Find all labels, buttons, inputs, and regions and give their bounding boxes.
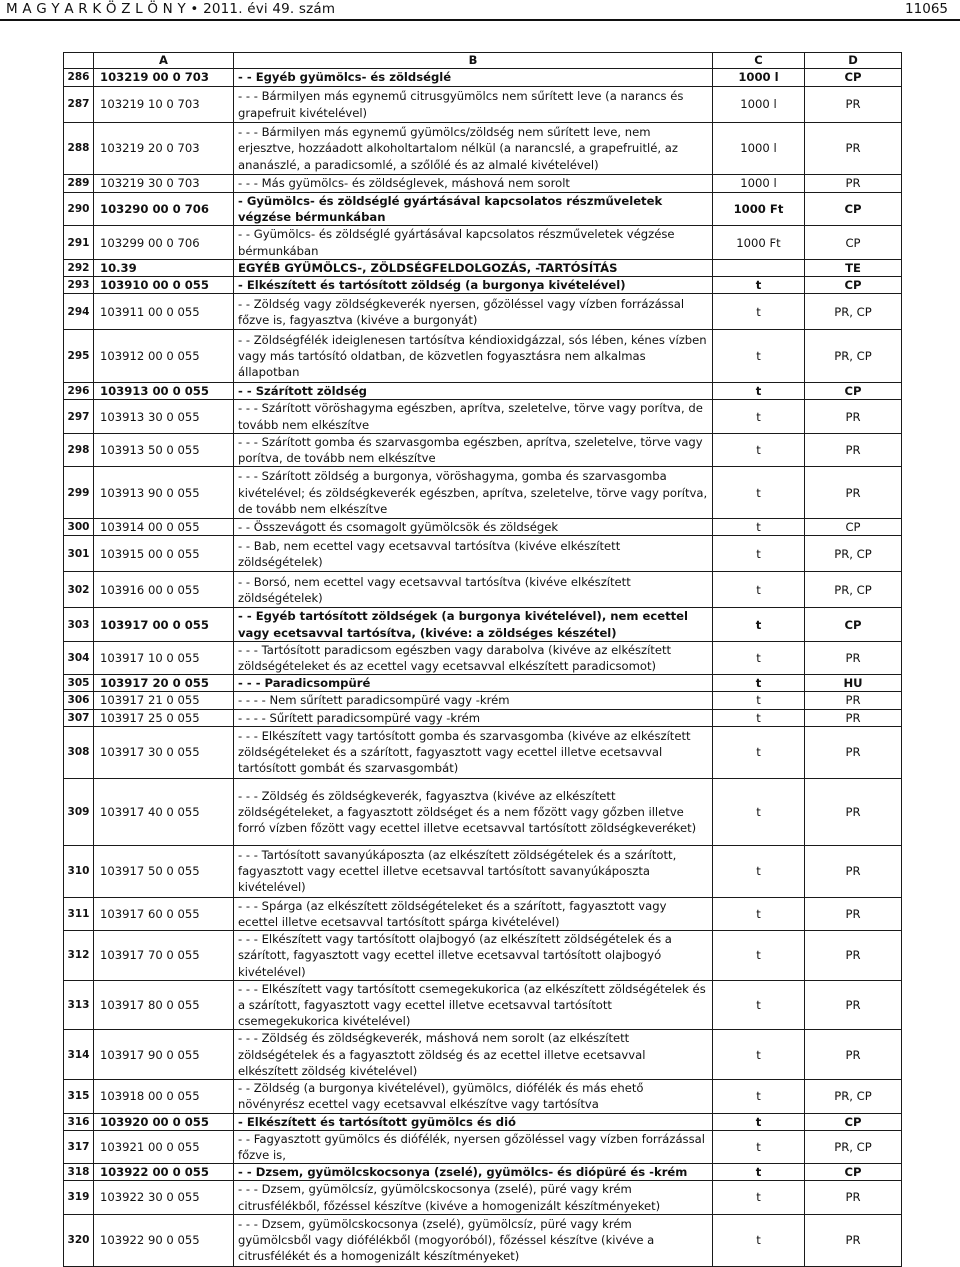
column-header-num	[64, 53, 94, 69]
row-number: 310	[64, 845, 94, 897]
table-row	[64, 259, 902, 276]
unit: t	[713, 778, 805, 845]
product-description: - - Borsó, nem ecettel vagy ecetsavval tartósítva (kivéve elkészített zöldségételek)	[234, 572, 713, 608]
product-code: 103917 80 0 055	[94, 980, 234, 1030]
unit: t	[713, 572, 805, 608]
row-number: 319	[64, 1181, 94, 1214]
product-code: 103917 10 0 055	[94, 641, 234, 674]
table-row	[64, 1030, 902, 1080]
table-row	[64, 1130, 902, 1163]
column-header-b: B	[234, 53, 713, 69]
product-code: 103917 90 0 055	[94, 1030, 234, 1080]
row-number: 313	[64, 980, 94, 1030]
product-code: 103914 00 0 055	[94, 519, 234, 536]
row-number: 318	[64, 1164, 94, 1181]
column-header-a: A	[94, 53, 234, 69]
row-number: 303	[64, 608, 94, 641]
row-number: 289	[64, 175, 94, 193]
product-code: 103917 40 0 055	[94, 778, 234, 845]
product-code: 103219 20 0 703	[94, 123, 234, 175]
product-code: 103917 21 0 055	[94, 692, 234, 709]
product-code: 103913 30 0 055	[94, 400, 234, 433]
row-number: 316	[64, 1113, 94, 1130]
unit: t	[713, 1181, 805, 1214]
product-code: 103917 60 0 055	[94, 897, 234, 930]
unit: t	[713, 1113, 805, 1130]
row-number: 294	[64, 294, 94, 330]
product-code: 10.39	[94, 259, 234, 276]
product-code: 103219 10 0 703	[94, 87, 234, 123]
header-rule	[0, 19, 960, 21]
gazette-title: M A G Y A R K Ö Z L Ö N Y • 2011. évi 49. szám	[6, 1, 336, 17]
row-number: 314	[64, 1030, 94, 1080]
table-row	[64, 175, 902, 193]
type-code: PR	[805, 980, 902, 1030]
product-description: - Elkészített és tartósított zöldség (a burgonya kivételével)	[234, 277, 713, 294]
type-code: PR, CP	[805, 294, 902, 330]
table-row	[64, 572, 902, 608]
type-code: PR	[805, 87, 902, 123]
unit	[713, 259, 805, 276]
unit: t	[713, 1214, 805, 1266]
product-code: 103917 25 0 055	[94, 709, 234, 726]
table-row	[64, 226, 902, 259]
table-row	[64, 433, 902, 466]
type-code: PR	[805, 726, 902, 778]
type-code: PR	[805, 400, 902, 433]
row-number: 287	[64, 87, 94, 123]
table-row	[64, 641, 902, 674]
row-number: 317	[64, 1130, 94, 1163]
table-row	[64, 123, 902, 175]
product-description: - - - Dzsem, gyümölcsíz, gyümölcskocsonya (zselé), püré vagy krém citrusfélékből, főzéssel készítve (kivéve a homogenizált készítményeket)	[234, 1181, 713, 1214]
unit: t	[713, 433, 805, 466]
table-row	[64, 931, 902, 981]
type-code: CP	[805, 1164, 902, 1181]
page-header	[0, 0, 960, 20]
row-number: 295	[64, 330, 94, 383]
type-code: PR	[805, 433, 902, 466]
product-code: 103219 30 0 703	[94, 175, 234, 193]
type-code: PR	[805, 692, 902, 709]
unit: t	[713, 1030, 805, 1080]
table-row	[64, 294, 902, 330]
table-row	[64, 69, 902, 87]
table-row	[64, 467, 902, 519]
product-code: 103918 00 0 055	[94, 1080, 234, 1113]
product-description: - - - Zöldség és zöldségkeverék, fagyasztva (kivéve az elkészített zöldségételeket, a fagyasztott zöldséget és a nem főzött vagy gőzben illetve forró vízben főzött vagy ecettel illetve ecetsavval tartósított zöldségkeveréket)	[234, 778, 713, 845]
row-number: 300	[64, 519, 94, 536]
row-number: 296	[64, 383, 94, 400]
row-number: 305	[64, 675, 94, 692]
product-description: - - Gyümölcs- és zöldséglé gyártásával kapcsolatos részműveletek végzése bérmunkában	[234, 226, 713, 259]
type-code: PR	[805, 1181, 902, 1214]
product-code: 103913 50 0 055	[94, 433, 234, 466]
product-description: - - - Dzsem, gyümölcskocsonya (zselé), gyümölcsíz, püré vagy krém gyümölcsből vagy diófélékből (mogyoróból), főzéssel készítve (kivéve a citrusfélékét és a homogenizált készítményeket)	[234, 1214, 713, 1266]
column-header-c: C	[713, 53, 805, 69]
product-code: 103913 00 0 055	[94, 383, 234, 400]
product-description: - - Zöldség (a burgonya kivételével), gyümölcs, diófélék és más ehető növényrész ecettel vagy ecetsavval elkészítve vagy tartósítva	[234, 1080, 713, 1113]
unit: t	[713, 608, 805, 641]
product-description: - - - Szárított zöldség a burgonya, vöröshagyma, gomba és szarvasgomba kivételével; és zöldségkeverék egészben, aprítva, szeletelve, törve vagy porítva, de tovább nem elkészítve	[234, 467, 713, 519]
product-description: - - - Elkészített vagy tartósított csemegekukorica (az elkészített zöldségételek és a szárított, fagyasztott vagy ecettel illetve ecetsavval tartósított csemegekukorica kivételével)	[234, 980, 713, 1030]
type-code: PR, CP	[805, 536, 902, 572]
type-code: PR	[805, 845, 902, 897]
table-row	[64, 1080, 902, 1113]
unit: t	[713, 277, 805, 294]
table-row	[64, 1214, 902, 1266]
row-number: 311	[64, 897, 94, 930]
product-description: - - - Más gyümölcs- és zöldséglevek, máshová nem sorolt	[234, 175, 713, 193]
product-code: 103921 00 0 055	[94, 1130, 234, 1163]
product-table	[63, 52, 902, 1267]
unit: t	[713, 675, 805, 692]
product-description: - - - - Sűrített paradicsompüré vagy -krém	[234, 709, 713, 726]
table-row	[64, 1181, 902, 1214]
unit: t	[713, 467, 805, 519]
product-description: - - - Elkészített vagy tartósított gomba és szarvasgomba (kivéve az elkészített zöldségételeket és a szárított, fagyasztott vagy ecettel illetve ecetsavval tartósított gombát és szarvasgombát)	[234, 726, 713, 778]
product-code: 103920 00 0 055	[94, 1113, 234, 1130]
table-row	[64, 692, 902, 709]
product-description: - - - Zöldség és zöldségkeverék, máshová nem sorolt (az elkészített zöldségételek és a fagyasztott zöldség és az ecettel illetve ecetsavval elkészített zöldség kivételével)	[234, 1030, 713, 1080]
product-description: - - - Spárga (az elkészített zöldségételeket és a szárított, fagyasztott vagy ecettel illetve ecetsavval tartósított spárga kivételével)	[234, 897, 713, 930]
type-code: CP	[805, 1113, 902, 1130]
unit: t	[713, 1130, 805, 1163]
product-description: - - - Elkészített vagy tartósított olajbogyó (az elkészített zöldségételek és a szárított, fagyasztott vagy ecettel illetve ecetsavval tartósított olajbogyó kivételével)	[234, 931, 713, 981]
unit: t	[713, 980, 805, 1030]
column-header-row	[64, 53, 902, 69]
unit: t	[713, 1164, 805, 1181]
unit: t	[713, 519, 805, 536]
product-code: 103917 30 0 055	[94, 726, 234, 778]
product-description: - Elkészített és tartósított gyümölcs és dió	[234, 1113, 713, 1130]
table-row	[64, 87, 902, 123]
table-row	[64, 709, 902, 726]
product-code: 103916 00 0 055	[94, 572, 234, 608]
unit: 1000 l	[713, 175, 805, 193]
page-number: 11065	[905, 1, 948, 17]
type-code: HU	[805, 675, 902, 692]
product-code: 103299 00 0 706	[94, 226, 234, 259]
table-row	[64, 897, 902, 930]
product-description: - - - Tartósított paradicsom egészben vagy darabolva (kivéve az elkészített zöldségételeket és az ecettel vagy ecetsavval elkészített paradicsomot)	[234, 641, 713, 674]
type-code: PR, CP	[805, 1080, 902, 1113]
row-number: 297	[64, 400, 94, 433]
product-description: - - - Paradicsompüré	[234, 675, 713, 692]
product-code: 103219 00 0 703	[94, 69, 234, 87]
type-code: PR	[805, 931, 902, 981]
product-code: 103917 20 0 055	[94, 675, 234, 692]
unit: t	[713, 536, 805, 572]
table-row	[64, 277, 902, 294]
table-row	[64, 519, 902, 536]
product-code: 103922 00 0 055	[94, 1164, 234, 1181]
type-code: PR	[805, 1030, 902, 1080]
type-code: PR	[805, 778, 902, 845]
product-description: - - - - Nem sűrített paradicsompüré vagy -krém	[234, 692, 713, 709]
table-row	[64, 536, 902, 572]
product-description: - Gyümölcs- és zöldséglé gyártásával kapcsolatos részműveletek végzése bérmunkában	[234, 193, 713, 226]
product-code: 103913 90 0 055	[94, 467, 234, 519]
table-row	[64, 193, 902, 226]
product-description: - - - Bármilyen más egynemű citrusgyümölcs nem sűrített leve (a narancs és grapefruit kivételével)	[234, 87, 713, 123]
product-code: 103911 00 0 055	[94, 294, 234, 330]
table-row	[64, 980, 902, 1030]
product-description: EGYÉB GYÜMÖLCS-, ZÖLDSÉGFELDOLGOZÁS, -TARTÓSÍTÁS	[234, 259, 713, 276]
unit: 1000 l	[713, 69, 805, 87]
product-description: - - Bab, nem ecettel vagy ecetsavval tartósítva (kivéve elkészített zöldségételek)	[234, 536, 713, 572]
table-row	[64, 675, 902, 692]
table-row	[64, 1113, 902, 1130]
unit: t	[713, 709, 805, 726]
row-number: 302	[64, 572, 94, 608]
row-number: 292	[64, 259, 94, 276]
row-number: 315	[64, 1080, 94, 1113]
type-code: PR	[805, 897, 902, 930]
row-number: 309	[64, 778, 94, 845]
unit: 1000 Ft	[713, 193, 805, 226]
type-code: CP	[805, 383, 902, 400]
product-code: 103290 00 0 706	[94, 193, 234, 226]
product-code: 103915 00 0 055	[94, 536, 234, 572]
row-number: 308	[64, 726, 94, 778]
row-number: 298	[64, 433, 94, 466]
row-number: 312	[64, 931, 94, 981]
unit: 1000 l	[713, 123, 805, 175]
product-description: - - - Bármilyen más egynemű gyümölcs/zöldség nem sűrített leve, nem erjesztve, hozzáadott alkoholtartalom nélkül (a narancslé, a grapefruitlé, az ananászlé, a paradicsomlé, a szőlőlé és az almalé kivételével)	[234, 123, 713, 175]
type-code: PR, CP	[805, 572, 902, 608]
type-code: PR	[805, 175, 902, 193]
product-description: - - Fagyasztott gyümölcs és diófélék, nyersen gőzöléssel vagy vízben forrázással főzve is,	[234, 1130, 713, 1163]
type-code: CP	[805, 69, 902, 87]
product-description: - - Szárított zöldség	[234, 383, 713, 400]
product-description: - - - Szárított gomba és szarvasgomba egészben, aprítva, szeletelve, törve vagy porítva, de tovább nem elkészítve	[234, 433, 713, 466]
product-description: - - Zöldségfélék ideiglenesen tartósítva kéndioxidgázzal, sós lében, kénes vízben vagy más tartósító oldatban, de közvetlen fogyasztásra nem alkalmas állapotban	[234, 330, 713, 383]
type-code: CP	[805, 519, 902, 536]
product-code: 103912 00 0 055	[94, 330, 234, 383]
type-code: TE	[805, 259, 902, 276]
row-number: 299	[64, 467, 94, 519]
product-description: - - - Tartósított savanyúkáposzta (az elkészített zöldségételek és a szárított, fagyasztott vagy ecettel illetve ecetsavval tartósított savanyúkáposzta kivételével)	[234, 845, 713, 897]
row-number: 307	[64, 709, 94, 726]
product-code: 103922 30 0 055	[94, 1181, 234, 1214]
type-code: PR, CP	[805, 330, 902, 383]
unit: t	[713, 726, 805, 778]
column-header-d: D	[805, 53, 902, 69]
row-number: 286	[64, 69, 94, 87]
table-row	[64, 778, 902, 845]
product-description: - - Összevágott és csomagolt gyümölcsök és zöldségek	[234, 519, 713, 536]
unit: t	[713, 845, 805, 897]
row-number: 306	[64, 692, 94, 709]
type-code: PR	[805, 1214, 902, 1266]
unit: t	[713, 330, 805, 383]
type-code: PR	[805, 709, 902, 726]
unit: 1000 Ft	[713, 226, 805, 259]
product-description: - - Dzsem, gyümölcskocsonya (zselé), gyümölcs- és diópüré és -krém	[234, 1164, 713, 1181]
type-code: PR, CP	[805, 1130, 902, 1163]
product-code: 103917 00 0 055	[94, 608, 234, 641]
type-code: CP	[805, 193, 902, 226]
product-code: 103917 50 0 055	[94, 845, 234, 897]
table-row	[64, 608, 902, 641]
unit: t	[713, 400, 805, 433]
unit: t	[713, 1080, 805, 1113]
table-row	[64, 330, 902, 383]
product-code: 103917 70 0 055	[94, 931, 234, 981]
unit: t	[713, 383, 805, 400]
table-row	[64, 400, 902, 433]
type-code: PR	[805, 641, 902, 674]
product-code: 103910 00 0 055	[94, 277, 234, 294]
product-code: 103922 90 0 055	[94, 1214, 234, 1266]
unit: t	[713, 897, 805, 930]
table-row	[64, 726, 902, 778]
product-description: - - Zöldség vagy zöldségkeverék nyersen, gőzöléssel vagy vízben forrázással főzve is, fagyasztva (kivéve a burgonyát)	[234, 294, 713, 330]
table-row	[64, 383, 902, 400]
type-code: CP	[805, 277, 902, 294]
row-number: 291	[64, 226, 94, 259]
type-code: CP	[805, 608, 902, 641]
product-description: - - Egyéb tartósított zöldségek (a burgonya kivételével), nem ecettel vagy ecetsavval tartósítva, (kivéve: a zöldséges készétel)	[234, 608, 713, 641]
type-code: CP	[805, 226, 902, 259]
row-number: 320	[64, 1214, 94, 1266]
unit: t	[713, 931, 805, 981]
row-number: 290	[64, 193, 94, 226]
unit: t	[713, 641, 805, 674]
unit: 1000 l	[713, 87, 805, 123]
table-row	[64, 845, 902, 897]
unit: t	[713, 294, 805, 330]
row-number: 293	[64, 277, 94, 294]
row-number: 304	[64, 641, 94, 674]
product-description: - - - Szárított vöröshagyma egészben, aprítva, szeletelve, törve vagy porítva, de tovább nem elkészítve	[234, 400, 713, 433]
table-body	[64, 69, 902, 1267]
type-code: PR	[805, 467, 902, 519]
row-number: 301	[64, 536, 94, 572]
row-number: 288	[64, 123, 94, 175]
table-row	[64, 1164, 902, 1181]
unit: t	[713, 692, 805, 709]
type-code: PR	[805, 123, 902, 175]
product-description: - - Egyéb gyümölcs- és zöldséglé	[234, 69, 713, 87]
